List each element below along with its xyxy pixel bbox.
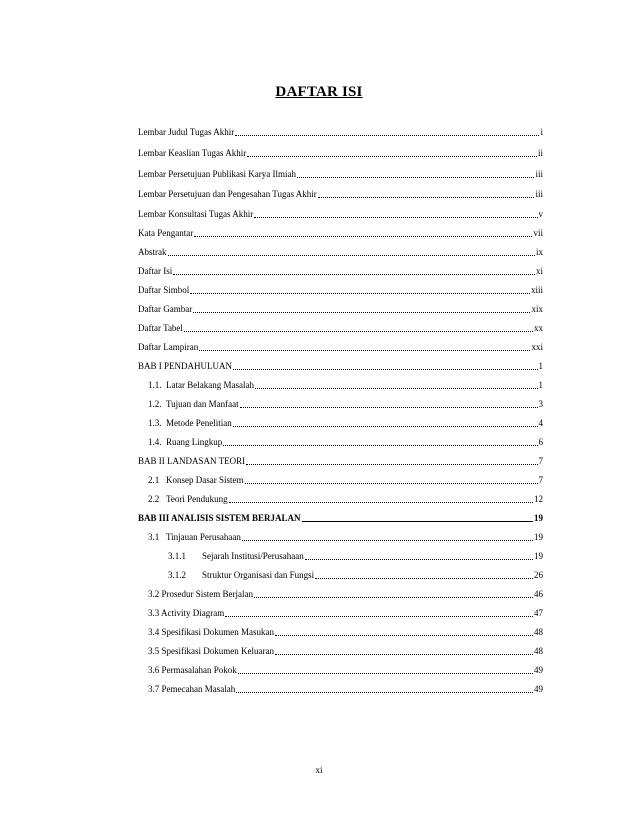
toc-entry-label: 3.4 Spesifikasi Dokumen Masukan [148, 627, 274, 637]
toc-entry [138, 186, 543, 200]
toc-leader-dots [297, 177, 535, 178]
page-number: xi [315, 765, 323, 775]
toc-leader-dots [254, 597, 533, 598]
toc-entry-label: Struktur Organisasi dan Fungsi [202, 570, 315, 580]
toc-entry-label: Daftar Isi [138, 266, 173, 276]
toc-entry-page: xx [534, 323, 543, 333]
toc-entry [138, 225, 543, 239]
toc-entry-label: Daftar Gambar [138, 304, 193, 314]
toc-entry-label: Lembar Keaslian Tugas Akhir [138, 148, 247, 158]
toc-entry-page: vii [533, 228, 543, 238]
toc-leader-dots [223, 445, 537, 446]
toc-leader-dots [225, 616, 533, 617]
toc-entry [138, 206, 543, 220]
toc-entry-label: BAB III ANALISIS SISTEM BERJALAN [138, 513, 301, 523]
toc-entry-label: Sejarah Institusi/Perusahaan [202, 551, 304, 561]
toc-leader-dots [254, 217, 537, 218]
toc-entry-label: BAB II LANDASAN TEORI [138, 456, 246, 466]
toc-section-entry [148, 605, 543, 619]
toc-entry-page: 4 [538, 418, 543, 428]
toc-entry [138, 166, 543, 180]
toc-leader-dots [315, 578, 533, 579]
toc-entry-page: 49 [534, 684, 543, 694]
toc-chapter-entry [138, 358, 543, 372]
page-title: DAFTAR ISI [275, 84, 363, 100]
toc-entry-page: 19 [534, 513, 543, 523]
toc-entry-page: 1 [538, 361, 543, 371]
toc-leader-dots [305, 559, 533, 560]
toc-entry [138, 244, 543, 258]
toc-section-entry [148, 624, 543, 638]
toc-entry [138, 320, 543, 334]
toc-entry-number: 2.2 [148, 494, 160, 504]
toc-section-entry [148, 396, 543, 410]
toc-entry-label: Konsep Dasar Sistem [166, 475, 244, 485]
toc-entry-label: Tinjauan Perusahaan [166, 532, 241, 542]
toc-entry [138, 282, 543, 296]
toc-entry-number: 2.1 [148, 475, 160, 485]
toc-entry-label: 3.3 Activity Diagram [148, 608, 225, 618]
toc-entry-label: Abstrak [138, 247, 167, 257]
toc-entry-page: xix [531, 304, 543, 314]
toc-section-entry [148, 415, 543, 429]
toc-entry-label: Latar Belakang Masalah [166, 380, 254, 390]
toc-entry-number: 1.4. [148, 437, 162, 447]
toc-leader-dots [247, 156, 537, 157]
toc-entry-label: Tujuan dan Manfaat [166, 399, 239, 409]
toc-entry-label: Metode Penelitian [166, 418, 232, 428]
toc-entry-label: Lembar Konsultasi Tugas Akhir [138, 209, 254, 219]
toc-section-entry [148, 491, 543, 505]
toc-leader-dots [190, 293, 530, 294]
toc-entry-number: 3.1 [148, 532, 160, 542]
toc-section-entry [148, 434, 543, 448]
toc-entry-number: 1.1. [148, 380, 162, 390]
toc-entry-page: 46 [534, 589, 543, 599]
toc-entry-number: 3.1.1 [168, 551, 186, 561]
toc-section-entry [148, 643, 543, 657]
toc-chapter-entry [138, 510, 543, 524]
toc-entry-label: Teori Pendukung [166, 494, 228, 504]
toc-leader-dots [275, 635, 533, 636]
toc-entry [138, 301, 543, 315]
toc-entry-page: iii [535, 189, 543, 199]
toc-leader-dots [233, 426, 538, 427]
toc-entry-page: 3 [538, 399, 543, 409]
toc-entry-label: Daftar Lampiran [138, 342, 199, 352]
toc-entry-page: xxi [531, 342, 543, 352]
toc-leader-line [302, 521, 533, 522]
toc-leader-dots [242, 540, 533, 541]
toc-entry-number: 1.2. [148, 399, 162, 409]
toc-section-entry [148, 586, 543, 600]
toc-entry-label: Ruang Lingkup [166, 437, 223, 447]
toc-entry [138, 124, 543, 138]
toc-leader-dots [173, 274, 535, 275]
toc-entry-page: 7 [538, 475, 543, 485]
toc-entry-page: xiii [530, 285, 543, 295]
toc-leader-dots [235, 135, 539, 136]
toc-section-entry [148, 681, 543, 695]
toc-entry-page: 49 [534, 665, 543, 675]
toc-leader-dots [193, 312, 530, 313]
toc-entry-page: ix [535, 247, 543, 257]
toc-section-entry [148, 472, 543, 486]
toc-leader-dots [255, 388, 538, 389]
toc-leader-dots [275, 654, 533, 655]
toc-leader-dots [194, 236, 532, 237]
toc-leader-dots [233, 369, 538, 370]
toc-section-entry [148, 529, 543, 543]
toc-entry-label: Kata Pengantar [138, 228, 194, 238]
toc-entry-page: 47 [534, 608, 543, 618]
toc-entry-page: 7 [538, 456, 543, 466]
toc-entry-page: 48 [534, 627, 543, 637]
toc-entry-page: 19 [534, 532, 543, 542]
toc-entry-page: v [538, 209, 543, 219]
toc-entry-page: ii [537, 148, 543, 158]
toc-entry-label: 3.5 Spesifikasi Dokumen Keluaran [148, 646, 274, 656]
toc-leader-dots [168, 255, 535, 256]
toc-entry [138, 339, 543, 353]
toc-subsection-entry [168, 567, 543, 581]
toc-leader-dots [199, 350, 530, 351]
toc-leader-dots [240, 407, 538, 408]
toc-entry-label: Lembar Judul Tugas Akhir [138, 127, 235, 137]
toc-leader-dots [236, 692, 533, 693]
toc-section-entry [148, 377, 543, 391]
toc-entry-label: Daftar Simbol [138, 285, 190, 295]
toc-entry-label: Daftar Tabel [138, 323, 183, 333]
toc-entry-page: 19 [534, 551, 543, 561]
toc-entry [138, 145, 543, 159]
toc-entry-number: 3.1.2 [168, 570, 186, 580]
toc-leader-dots [318, 197, 535, 198]
toc-leader-dots [229, 502, 533, 503]
toc-leader-dots [246, 464, 537, 465]
toc-leader-dots [184, 331, 533, 332]
toc-entry-page: 26 [534, 570, 543, 580]
toc-section-entry [148, 662, 543, 676]
toc-entry-page: 1 [538, 380, 543, 390]
toc-leader-dots [245, 483, 538, 484]
toc-entry-label: Lembar Persetujuan Publikasi Karya Ilmiah [138, 169, 296, 179]
toc-entry-label: Lembar Persetujuan dan Pengesahan Tugas Akhir [138, 189, 317, 199]
toc-entry-number: 1.3. [148, 418, 162, 428]
toc-entry-label: 3.7 Pemecahan Masalah [148, 684, 236, 694]
toc-entry-page: 48 [534, 646, 543, 656]
toc-entry [138, 263, 543, 277]
toc-entry-page: iii [535, 169, 543, 179]
toc-entry-label: 3.6 Permasalahan Pokok [148, 665, 237, 675]
toc-entry-page: 6 [538, 437, 543, 447]
toc-leader-dots [238, 673, 533, 674]
toc-entry-label: 3.2 Prosedur Sistem Berjalan [148, 589, 253, 599]
toc-entry-label: BAB I PENDAHULUAN [138, 361, 232, 371]
toc-subsection-entry [168, 548, 543, 562]
toc-entry-page: i [540, 127, 543, 137]
toc-chapter-entry [138, 453, 543, 467]
toc-entry-page: xi [535, 266, 543, 276]
toc-entry-page: 12 [534, 494, 543, 504]
